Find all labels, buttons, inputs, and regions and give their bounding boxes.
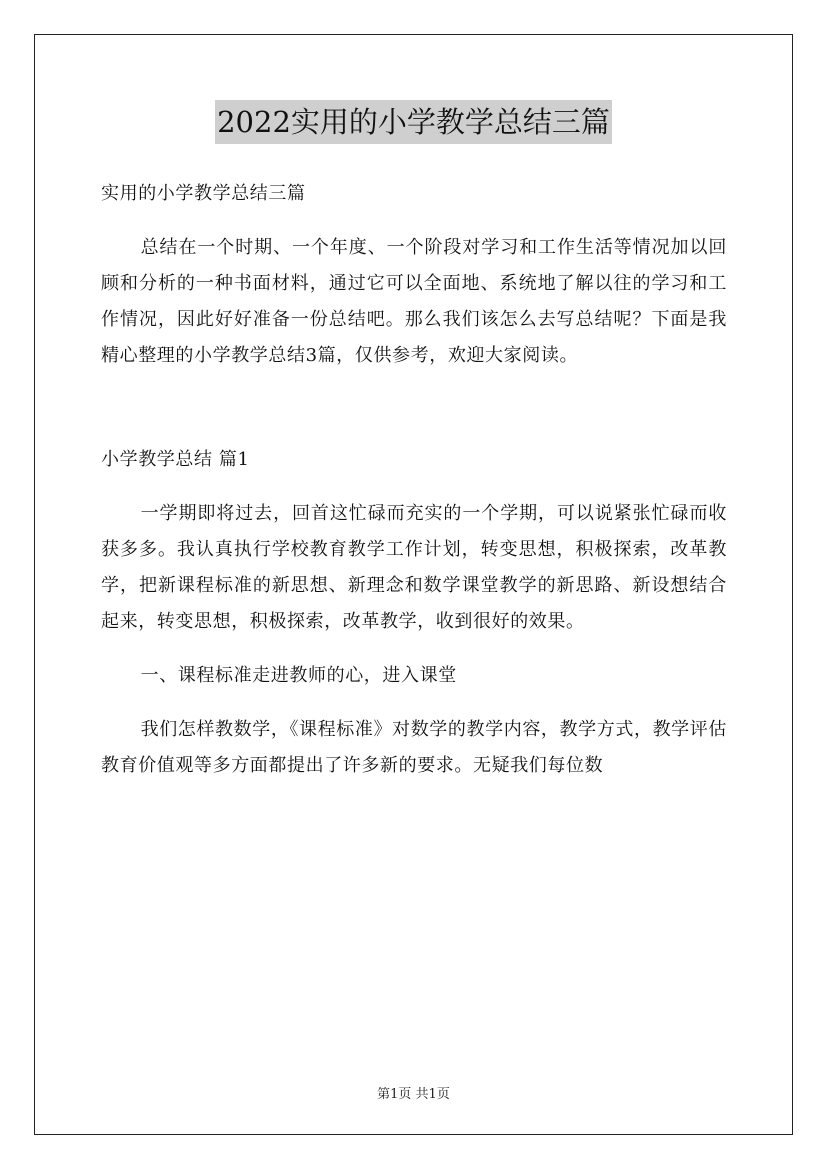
intro-paragraph: 总结在一个时期、一个年度、一个阶段对学习和工作生活等情况加以回顾和分析的一种书面材料，通过它可以全面地、系统地了解以往的学习和工作情况，因此好好准备一份总结吧。那么我们该怎么去写总结呢？下面是我精心整理的小学教学总结3篇，仅供参考，欢迎大家阅读。 — [101, 237, 727, 366]
subsection-heading: 一、课程标准走进教师的心，进入课堂 — [140, 665, 457, 686]
spacer — [101, 478, 727, 496]
spacer — [101, 212, 727, 230]
document-subtitle: 实用的小学教学总结三篇 — [101, 183, 306, 204]
section-paragraph: 我们怎样教数学，《课程标准》对数学的教学内容，教学方式，教学评估教育价值观等多方面都提出了许多新的要求。无疑我们每位数 — [101, 719, 727, 776]
title-container — [0, 100, 827, 144]
section-heading: 小学教学总结 篇1 — [101, 449, 250, 470]
document-body — [101, 176, 727, 784]
document-title: 2022实用的小学教学总结三篇 — [215, 100, 612, 144]
page-footer: 第1页 共1页 — [377, 1087, 450, 1102]
spacer — [101, 694, 727, 712]
section-paragraph: 一学期即将过去，回首这忙碌而充实的一个学期，可以说紧张忙碌而收获多多。我认真执行学校教育教学工作计划，转变思想，积极探索，改革教学，把新课程标准的新思想、新理念和数学课堂教学的新思路、新设想结合起来，转变思想，积极探索，改革教学，收到很好的效果。 — [101, 503, 727, 632]
spacer — [101, 374, 727, 442]
spacer — [101, 640, 727, 658]
